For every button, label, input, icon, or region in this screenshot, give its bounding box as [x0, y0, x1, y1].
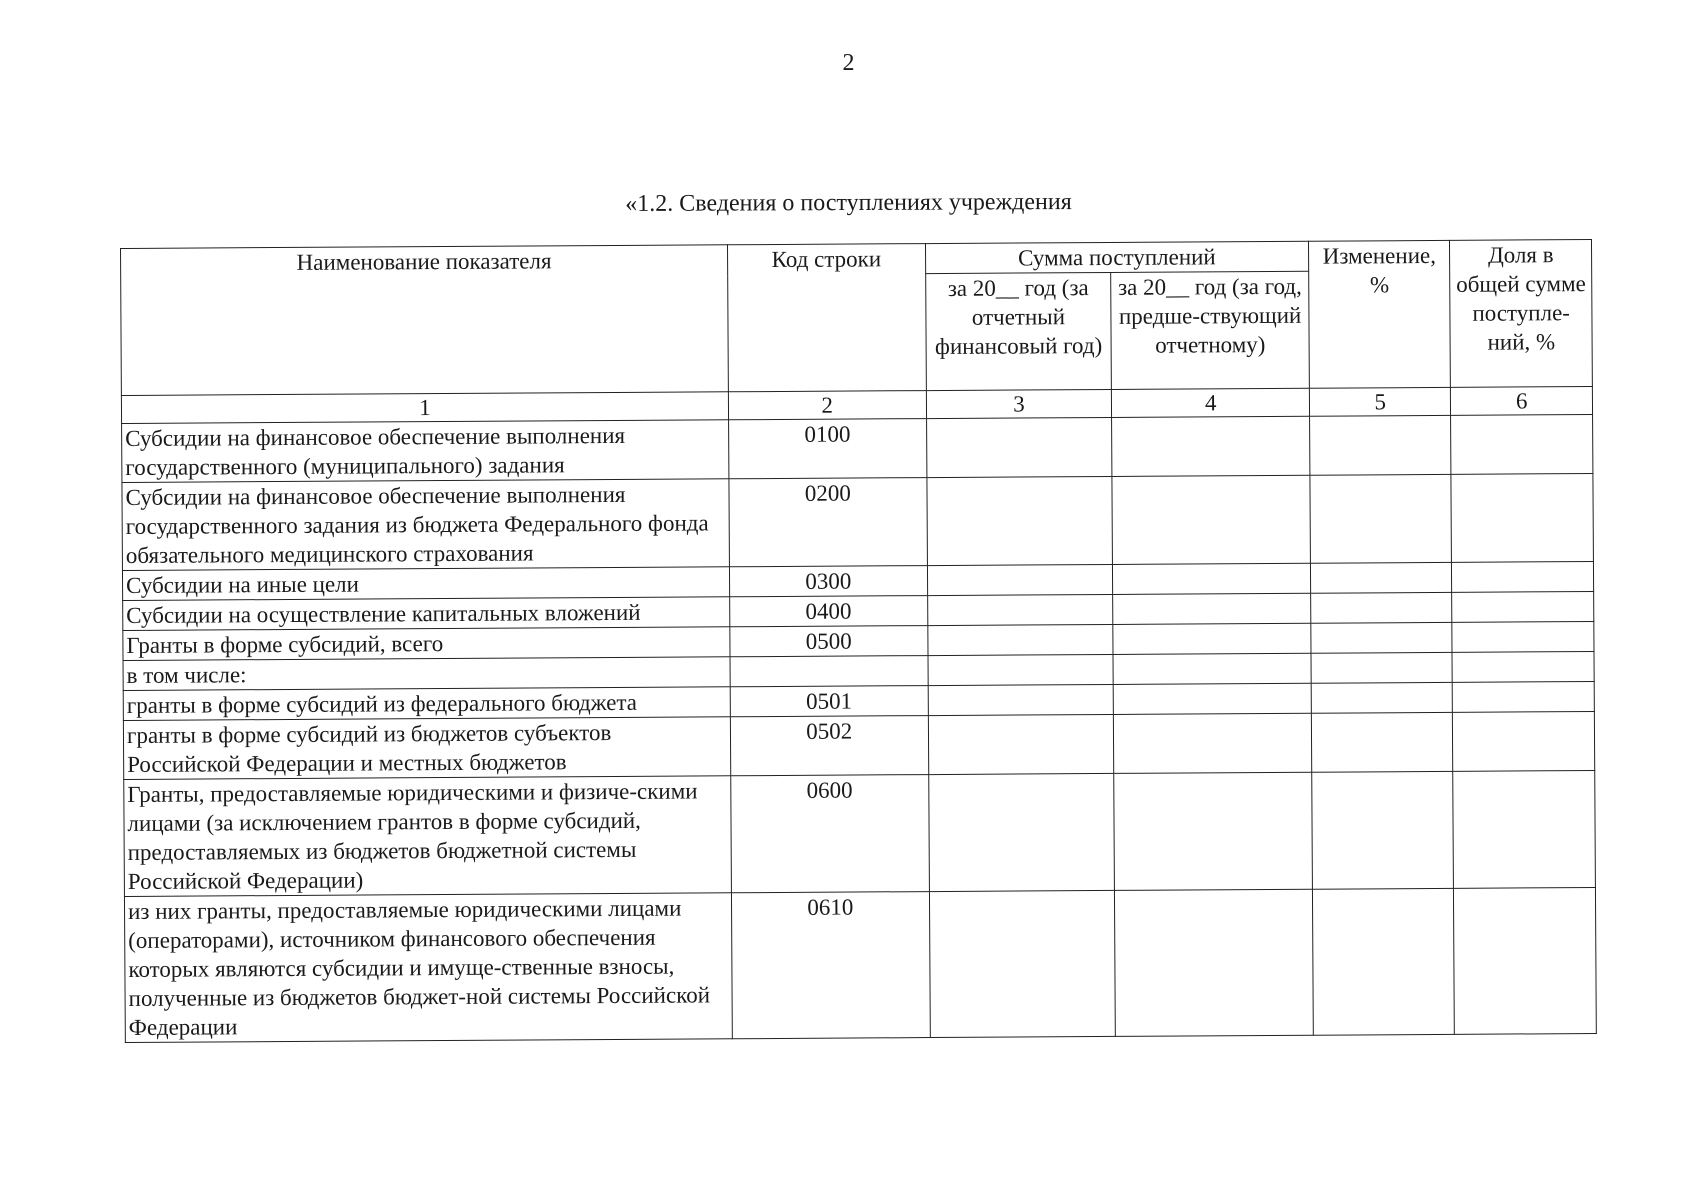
cell-share [1452, 652, 1594, 683]
row-code: 0502 [730, 716, 928, 776]
cell-year-report [927, 594, 1113, 625]
header-year-report: за 20__ год (за отчетный финансовый год) [925, 272, 1111, 390]
row-code [730, 656, 928, 687]
cell-share [1451, 415, 1593, 475]
header-name: Наименование показателя [121, 245, 729, 396]
row-code: 0610 [731, 892, 930, 1039]
cell-year-report [926, 417, 1112, 477]
table-row [124, 771, 1596, 897]
header-code: Код строки [727, 244, 926, 392]
row-code: 0200 [729, 478, 927, 567]
column-number: 1 [121, 392, 728, 424]
cell-year-prev [1112, 416, 1310, 476]
cell-share [1453, 712, 1595, 772]
row-name: Субсидии на иные цели [122, 567, 729, 601]
cell-change [1311, 712, 1453, 772]
row-code: 0501 [730, 686, 928, 717]
cell-year-prev [1113, 653, 1311, 684]
header-change: Изменение, % [1308, 240, 1450, 388]
cell-year-report [927, 624, 1113, 655]
cell-year-report [929, 890, 1116, 1037]
cell-change [1310, 474, 1452, 563]
row-name: из них гранты, предоставляемые юридическими лицами (операторами), источником финансового обеспечения которых являются субсидии и имуще-ственные взносы, полученные из бюджетов бюджет-ной системы Российской Федерации [124, 893, 732, 1043]
row-name: Субсидии на осуществление капитальных вложений [123, 597, 730, 631]
cell-change [1312, 888, 1454, 1035]
column-number: 3 [926, 389, 1112, 418]
header-year-prev: за 20__ год (за год, предше-ствующий отчетному) [1111, 271, 1309, 389]
cell-share [1452, 592, 1594, 623]
cell-change [1311, 592, 1453, 623]
table-body [121, 387, 1596, 1043]
page-number: 2 [842, 50, 855, 76]
table-row [123, 712, 1594, 780]
cell-year-prev [1114, 772, 1312, 890]
row-name: Субсидии на финансовое обеспечение выполнения государственного задания из бюджета Федерального фонда обязательного медицинского страхования [122, 479, 729, 571]
cell-year-report [928, 654, 1114, 685]
cell-change [1311, 652, 1453, 683]
cell-year-report [927, 476, 1113, 565]
cell-change [1310, 562, 1452, 593]
cell-year-report [927, 564, 1113, 595]
header-share: Доля в общей сумме поступле-ний, % [1450, 240, 1592, 388]
row-name: Гранты в форме субсидий, всего [123, 627, 730, 661]
row-code: 0100 [729, 419, 927, 479]
cell-year-prev [1115, 889, 1314, 1036]
cell-share [1452, 622, 1594, 653]
cell-change [1310, 415, 1452, 475]
cell-year-report [928, 773, 1114, 891]
cell-change [1311, 682, 1453, 713]
column-number: 4 [1112, 388, 1310, 417]
table-row [124, 887, 1596, 1042]
cell-year-prev [1114, 713, 1312, 773]
document-title: «1.2. Сведения о поступлениях учреждения [625, 189, 1072, 217]
cell-share [1453, 682, 1595, 713]
cell-share [1451, 474, 1593, 563]
row-name: Гранты, предоставляемые юридическими и физиче-скими лицами (за исключением грантов в форме субсидий, предоставляемых из бюджетов бюджетной системы Российской Федерации) [124, 776, 732, 897]
cell-year-prev [1112, 475, 1310, 564]
row-name: гранты в форме субсидий из бюджетов субъектов Российской Федерации и местных бюджетов [123, 717, 730, 780]
header-sum-group: Сумма поступлений [925, 241, 1309, 273]
column-number: 6 [1451, 387, 1593, 416]
table-row [122, 415, 1593, 483]
cell-change [1311, 622, 1453, 653]
cell-share [1452, 562, 1594, 593]
row-code: 0400 [730, 596, 928, 627]
cell-year-prev [1113, 623, 1311, 654]
income-table [120, 239, 1597, 1043]
row-name: Субсидии на финансовое обеспечение выполнения государственного (муниципального) задания [122, 420, 729, 483]
row-name: в том числе: [123, 657, 730, 691]
cell-change [1312, 771, 1454, 889]
cell-year-prev [1113, 563, 1311, 594]
row-name: гранты в форме субсидий из федерального бюджета [123, 687, 730, 721]
column-number: 2 [728, 391, 926, 420]
table-row [122, 474, 1594, 571]
cell-year-prev [1113, 593, 1311, 624]
cell-year-report [928, 684, 1114, 715]
column-number: 5 [1309, 387, 1451, 416]
cell-year-report [928, 714, 1114, 774]
cell-year-prev [1114, 683, 1312, 714]
cell-share [1453, 771, 1595, 889]
cell-share [1454, 887, 1596, 1034]
row-code: 0600 [731, 775, 929, 893]
row-code: 0300 [729, 566, 927, 597]
row-code: 0500 [730, 626, 928, 657]
income-table-wrapper [120, 239, 1597, 1043]
